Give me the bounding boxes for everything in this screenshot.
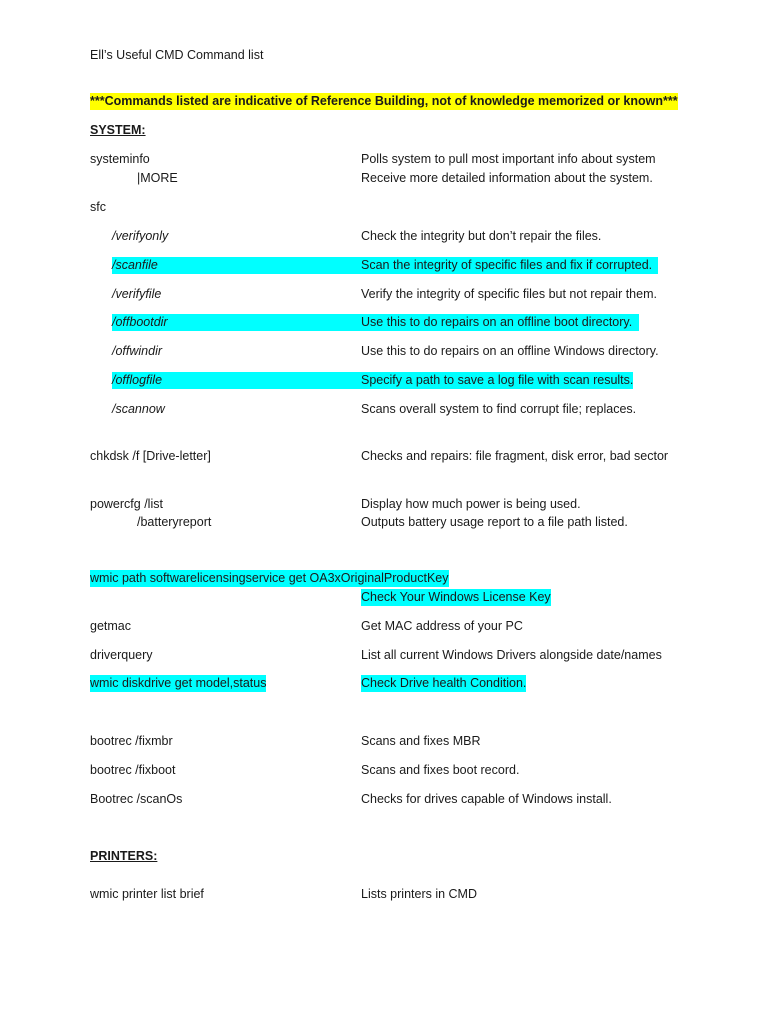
- desc-chkdsk: Checks and repairs: file fragment, disk error, bad sector: [361, 449, 669, 463]
- cmd-license-key: wmic path softwarelicensingservice get OA3xOriginalProductKey: [90, 571, 449, 585]
- desc-offlogfile: Specify a path to save a log file with scan results.: [361, 373, 634, 387]
- cmd-scanos: Bootrec /scanOs: [90, 792, 183, 806]
- cmd-fixboot: bootrec /fixboot: [90, 763, 176, 777]
- desc-getmac: Get MAC address of your PC: [361, 619, 523, 633]
- cmd-driverquery: driverquery: [90, 648, 153, 662]
- desc-scannow: Scans overall system to find corrupt file; replaces.: [361, 402, 637, 416]
- disclaimer-note: ***Commands listed are indicative of Reference Building, not of knowledge memorized or known***: [90, 94, 678, 108]
- desc-verifyonly: Check the integrity but don’t repair the files.: [361, 229, 602, 243]
- cmd-scanfile: /scanfile: [112, 258, 158, 272]
- printers-heading: PRINTERS:: [90, 849, 158, 863]
- cmd-batteryreport: /batteryreport: [137, 515, 212, 529]
- desc-diskdrive: Check Drive health Condition.: [361, 676, 527, 690]
- cmd-getmac: getmac: [90, 619, 131, 633]
- desc-systeminfo: Polls system to pull most important info about system: [361, 152, 656, 166]
- document-title: Ell’s Useful CMD Command list: [90, 48, 264, 62]
- cmd-powercfg: powercfg /list: [90, 497, 163, 511]
- cmd-chkdsk: chkdsk /f [Drive-letter]: [90, 449, 211, 463]
- system-heading: SYSTEM:: [90, 123, 146, 137]
- desc-fixboot: Scans and fixes boot record.: [361, 763, 520, 777]
- cmd-fixmbr: bootrec /fixmbr: [90, 734, 173, 748]
- cmd-offwindir: /offwindir: [112, 344, 163, 358]
- desc-driverquery: List all current Windows Drivers alongside date/names: [361, 648, 662, 662]
- cmd-scannow: /scannow: [112, 402, 165, 416]
- desc-printer-list-brief: Lists printers in CMD: [361, 887, 477, 901]
- cmd-verifyfile: /verifyfile: [112, 287, 162, 301]
- desc-scanfile: Scan the integrity of specific files and fix if corrupted.: [361, 258, 653, 272]
- desc-scanos: Checks for drives capable of Windows install.: [361, 792, 612, 806]
- desc-offbootdir: Use this to do repairs on an offline boot directory.: [361, 315, 633, 329]
- desc-more: Receive more detailed information about the system.: [361, 171, 653, 185]
- cmd-more: |MORE: [137, 171, 178, 185]
- cmd-offlogfile: /offlogfile: [112, 373, 163, 387]
- cmd-printer-list-brief: wmic printer list brief: [90, 887, 204, 901]
- desc-batteryreport: Outputs battery usage report to a file path listed.: [361, 515, 628, 529]
- cmd-systeminfo: systeminfo: [90, 152, 150, 166]
- desc-verifyfile: Verify the integrity of specific files but not repair them.: [361, 287, 657, 301]
- cmd-diskdrive: wmic diskdrive get model,status: [90, 676, 267, 690]
- cmd-sfc: sfc: [90, 200, 106, 214]
- cmd-offbootdir: /offbootdir: [112, 315, 168, 329]
- cmd-verifyonly: /verifyonly: [112, 229, 169, 243]
- desc-offwindir: Use this to do repairs on an offline Windows directory.: [361, 344, 659, 358]
- desc-fixmbr: Scans and fixes MBR: [361, 734, 481, 748]
- desc-powercfg: Display how much power is being used.: [361, 497, 581, 511]
- desc-license-key: Check Your Windows License Key: [361, 590, 551, 604]
